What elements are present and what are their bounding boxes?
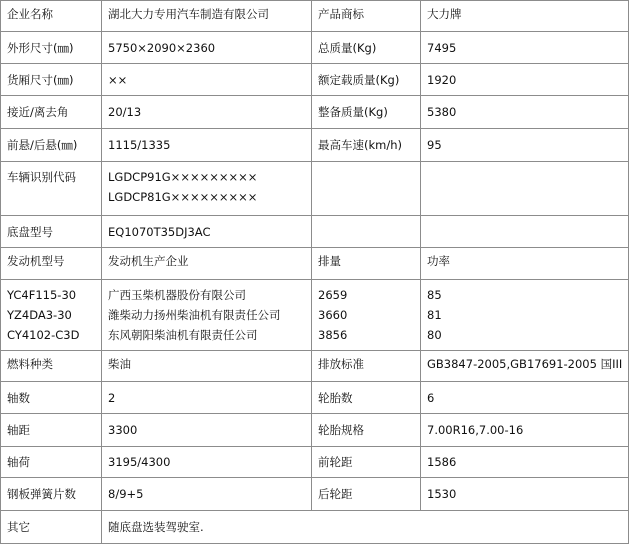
cell-label-dimensions: 外形尺寸(㎜)	[1, 32, 102, 64]
cell-label-engine-model: 发动机型号	[1, 248, 102, 280]
cell-label-power: 功率	[421, 248, 629, 280]
table-row	[1, 382, 629, 414]
engine-maker: 潍柴动力扬州柴油机有限责任公司	[108, 308, 281, 322]
engine-power: 81	[427, 308, 442, 322]
cell-value-gross-mass: 7495	[421, 32, 629, 64]
cell-engine-makers	[102, 280, 312, 351]
cell-label-cargo-dimensions: 货厢尺寸(㎜)	[1, 64, 102, 96]
cell-value-curb-mass: 5380	[421, 96, 629, 129]
cell-label-trademark: 产品商标	[312, 1, 421, 32]
cell-value-front-track: 1586	[421, 447, 629, 478]
cell-label-axles: 轴数	[1, 382, 102, 414]
cell-value-rated-load: 1920	[421, 64, 629, 96]
cell-value-tire-spec: 7.00R16,7.00-16	[421, 414, 629, 447]
table-row	[1, 447, 629, 478]
table-row	[1, 216, 629, 248]
cell-value-axles: 2	[102, 382, 312, 414]
cell-label-axle-load: 轴荷	[1, 447, 102, 478]
cell-value-fuel: 柴油	[102, 351, 312, 382]
cell-label-gross-mass: 总质量(Kg)	[312, 32, 421, 64]
cell-label-rated-load: 额定载质量(Kg)	[312, 64, 421, 96]
table-row	[1, 32, 629, 64]
engine-displacement: 3660	[318, 308, 348, 322]
table-row	[1, 64, 629, 96]
cell-displacements	[312, 280, 421, 351]
vin-line: LGDCP91G×××××××××	[108, 170, 258, 184]
cell-label-fuel: 燃料种类	[1, 351, 102, 382]
engine-maker: 东风朝阳柴油机有限责任公司	[108, 328, 258, 342]
table-row	[1, 280, 629, 351]
table-row	[1, 129, 629, 162]
engine-displacement: 2659	[318, 288, 348, 302]
cell-label-displacement: 排量	[312, 248, 421, 280]
cell-value-trademark: 大力牌	[421, 1, 629, 32]
cell-label-tire-spec: 轮胎规格	[312, 414, 421, 447]
cell-label-engine-maker: 发动机生产企业	[102, 248, 312, 280]
cell-value-other: 随底盘选装驾驶室.	[102, 511, 629, 544]
cell-label-overhang: 前悬/后悬(㎜)	[1, 129, 102, 162]
cell-label-other: 其它	[1, 511, 102, 544]
cell-value-max-speed: 95	[421, 129, 629, 162]
cell-value-cargo-dimensions: ××	[102, 64, 312, 96]
cell-engine-models	[1, 280, 102, 351]
table-row	[1, 414, 629, 447]
cell-value-axle-load: 3195/4300	[102, 447, 312, 478]
cell-value-chassis: EQ1070T35DJ3AC	[102, 216, 312, 248]
engine-model: YC4F115-30	[7, 288, 77, 302]
table-row	[1, 1, 629, 32]
cell-label-chassis: 底盘型号	[1, 216, 102, 248]
cell-value-dimensions: 5750×2090×2360	[102, 32, 312, 64]
engine-maker: 广西玉柴机器股份有限公司	[108, 288, 246, 302]
cell-label-wheelbase: 轴距	[1, 414, 102, 447]
cell-value-angles: 20/13	[102, 96, 312, 129]
cell-value-vin	[102, 162, 312, 216]
cell-value-rear-track: 1530	[421, 478, 629, 511]
cell-label-company: 企业名称	[1, 1, 102, 32]
cell-label-angles: 接近/离去角	[1, 96, 102, 129]
cell-powers	[421, 280, 629, 351]
table-row	[1, 248, 629, 280]
cell-empty	[312, 216, 421, 248]
table-row	[1, 162, 629, 216]
cell-value-wheelbase: 3300	[102, 414, 312, 447]
cell-label-max-speed: 最高车速(km/h)	[312, 129, 421, 162]
cell-label-vin: 车辆识别代码	[1, 162, 102, 216]
table-row	[1, 511, 629, 544]
cell-value-overhang: 1115/1335	[102, 129, 312, 162]
cell-label-front-track: 前轮距	[312, 447, 421, 478]
table-row	[1, 478, 629, 511]
cell-label-rear-track: 后轮距	[312, 478, 421, 511]
engine-model: CY4102-C3D	[7, 328, 80, 342]
vin-line: LGDCP81G×××××××××	[108, 190, 258, 204]
engine-model: YZ4DA3-30	[7, 308, 72, 322]
engine-power: 85	[427, 288, 442, 302]
cell-value-company: 湖北大力专用汽车制造有限公司	[102, 1, 312, 32]
cell-value-emission: GB3847-2005,GB17691-2005 国III	[421, 351, 629, 382]
table-row	[1, 351, 629, 382]
cell-label-emission: 排放标准	[312, 351, 421, 382]
cell-value-tire-count: 6	[421, 382, 629, 414]
cell-label-leaf-springs: 钢板弹簧片数	[1, 478, 102, 511]
cell-value-leaf-springs: 8/9+5	[102, 478, 312, 511]
cell-label-curb-mass: 整备质量(Kg)	[312, 96, 421, 129]
engine-power: 80	[427, 328, 442, 342]
table-row	[1, 96, 629, 129]
cell-empty	[421, 216, 629, 248]
cell-empty	[421, 162, 629, 216]
cell-empty	[312, 162, 421, 216]
engine-displacement: 3856	[318, 328, 348, 342]
cell-label-tire-count: 轮胎数	[312, 382, 421, 414]
